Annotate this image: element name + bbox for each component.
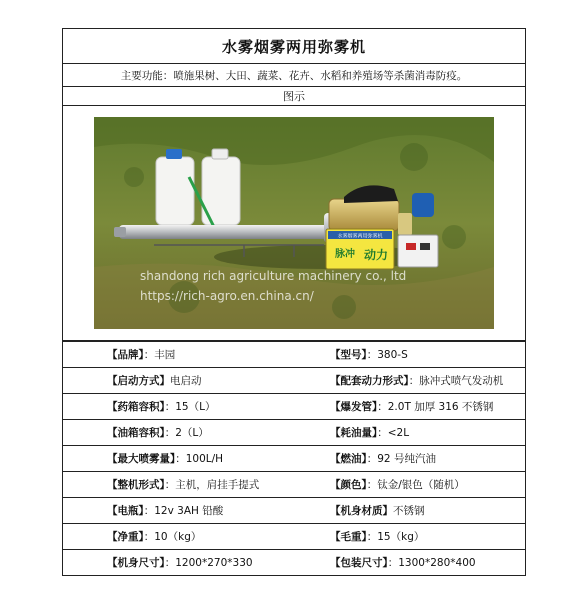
spec-cell <box>63 347 302 362</box>
spec-row <box>63 524 525 550</box>
spec-key: 【燃油】 <box>330 453 367 465</box>
spec-value: ：2（L） <box>164 427 209 439</box>
spec-key: 【电瓶】 <box>107 505 144 517</box>
spec-value: ：丰园 <box>143 349 176 361</box>
spec-cell <box>302 425 525 440</box>
spec-value: ：1300*280*400 <box>387 557 476 569</box>
spec-key: 【型号】 <box>330 349 367 361</box>
spec-value: ：脉冲式喷气发动机 <box>408 375 504 387</box>
spec-cell <box>302 451 525 466</box>
spec-key: 【配套动力形式】 <box>330 375 409 387</box>
machine-label-panel <box>326 229 394 269</box>
machine-label-pulse: 脉冲 <box>335 249 355 260</box>
spec-sheet <box>62 28 526 576</box>
spec-row <box>63 446 525 472</box>
spec-cell <box>63 555 302 570</box>
spec-key: 【机身尺寸】 <box>107 557 165 569</box>
product-photo <box>94 117 494 329</box>
spec-value: 电启动 <box>170 375 202 387</box>
image-label: 图示 <box>63 87 525 106</box>
spec-key: 【包装尺寸】 <box>330 557 388 569</box>
tank-left <box>156 149 194 225</box>
spec-value: ：1200*270*330 <box>164 557 253 569</box>
spec-cell <box>302 347 525 362</box>
spec-value: ：100L/H <box>175 453 224 465</box>
spec-cell <box>302 373 525 388</box>
spec-key: 【颜色】 <box>330 479 367 491</box>
spec-cell <box>63 451 302 466</box>
spec-cell <box>63 477 302 492</box>
spec-key: 【耗油量】 <box>330 427 378 439</box>
spec-key: 【品牌】 <box>107 349 144 361</box>
spec-cell <box>302 529 525 544</box>
spec-cell <box>302 555 525 570</box>
battery-box <box>398 235 438 267</box>
spec-row <box>63 498 525 524</box>
spec-cell <box>302 503 525 518</box>
spec-row <box>63 368 525 394</box>
spec-key: 【油箱容积】 <box>107 427 165 439</box>
spec-table <box>63 341 525 575</box>
spec-cell <box>302 477 525 492</box>
spec-row <box>63 550 525 575</box>
spec-value: ：钛金/银色（随机） <box>366 479 465 491</box>
spec-key: 【最大喷雾量】 <box>107 453 176 465</box>
spec-cell <box>63 373 302 388</box>
spec-value: ：380-S <box>366 349 408 361</box>
spec-key: 【启动方式】 <box>107 375 170 387</box>
spec-row <box>63 420 525 446</box>
spec-row <box>63 342 525 368</box>
watermark-company: shandong rich agriculture machinery co., ltd <box>140 269 407 283</box>
spec-value: ：主机，肩挂手提式 <box>164 479 260 491</box>
spec-cell <box>63 503 302 518</box>
spec-value: ：92 号纯汽油 <box>366 453 436 465</box>
spec-row <box>63 394 525 420</box>
main-functions: 主要功能：喷施果树、大田、蔬菜、花卉、水稻和养殖场等杀菌消毒防疫。 <box>63 64 525 87</box>
spec-key: 【净重】 <box>107 531 144 543</box>
spec-cell <box>63 425 302 440</box>
spec-cell <box>302 399 525 414</box>
spec-cell <box>63 399 302 414</box>
spec-value: ：10（kg） <box>143 531 202 543</box>
watermark-url: https://rich-agro.en.china.cn/ <box>140 289 314 303</box>
spec-cell <box>63 529 302 544</box>
spec-value: ：12v 3AH 铅酸 <box>143 505 224 517</box>
machine-label-title: 水雾烟雾两用弥雾机 <box>337 233 383 240</box>
spec-value: ：<2L <box>377 427 410 439</box>
photo-row <box>63 106 525 341</box>
spec-value: ：2.0T 加厚 316 不锈钢 <box>377 401 494 413</box>
spec-value: ：15（kg） <box>366 531 425 543</box>
spec-key: 【毛重】 <box>330 531 367 543</box>
spec-row <box>63 472 525 498</box>
spec-key: 【机身材质】 <box>330 505 393 517</box>
spec-value: 不锈钢 <box>393 505 425 517</box>
spec-key: 【整机形式】 <box>107 479 165 491</box>
machine-label-power: 动力 <box>363 248 389 262</box>
sheet-title: 水雾烟雾两用弥雾机 <box>63 29 525 64</box>
spec-value: ：15（L） <box>164 401 216 413</box>
spec-key: 【药箱容积】 <box>107 401 165 413</box>
spec-key: 【爆发管】 <box>330 401 378 413</box>
